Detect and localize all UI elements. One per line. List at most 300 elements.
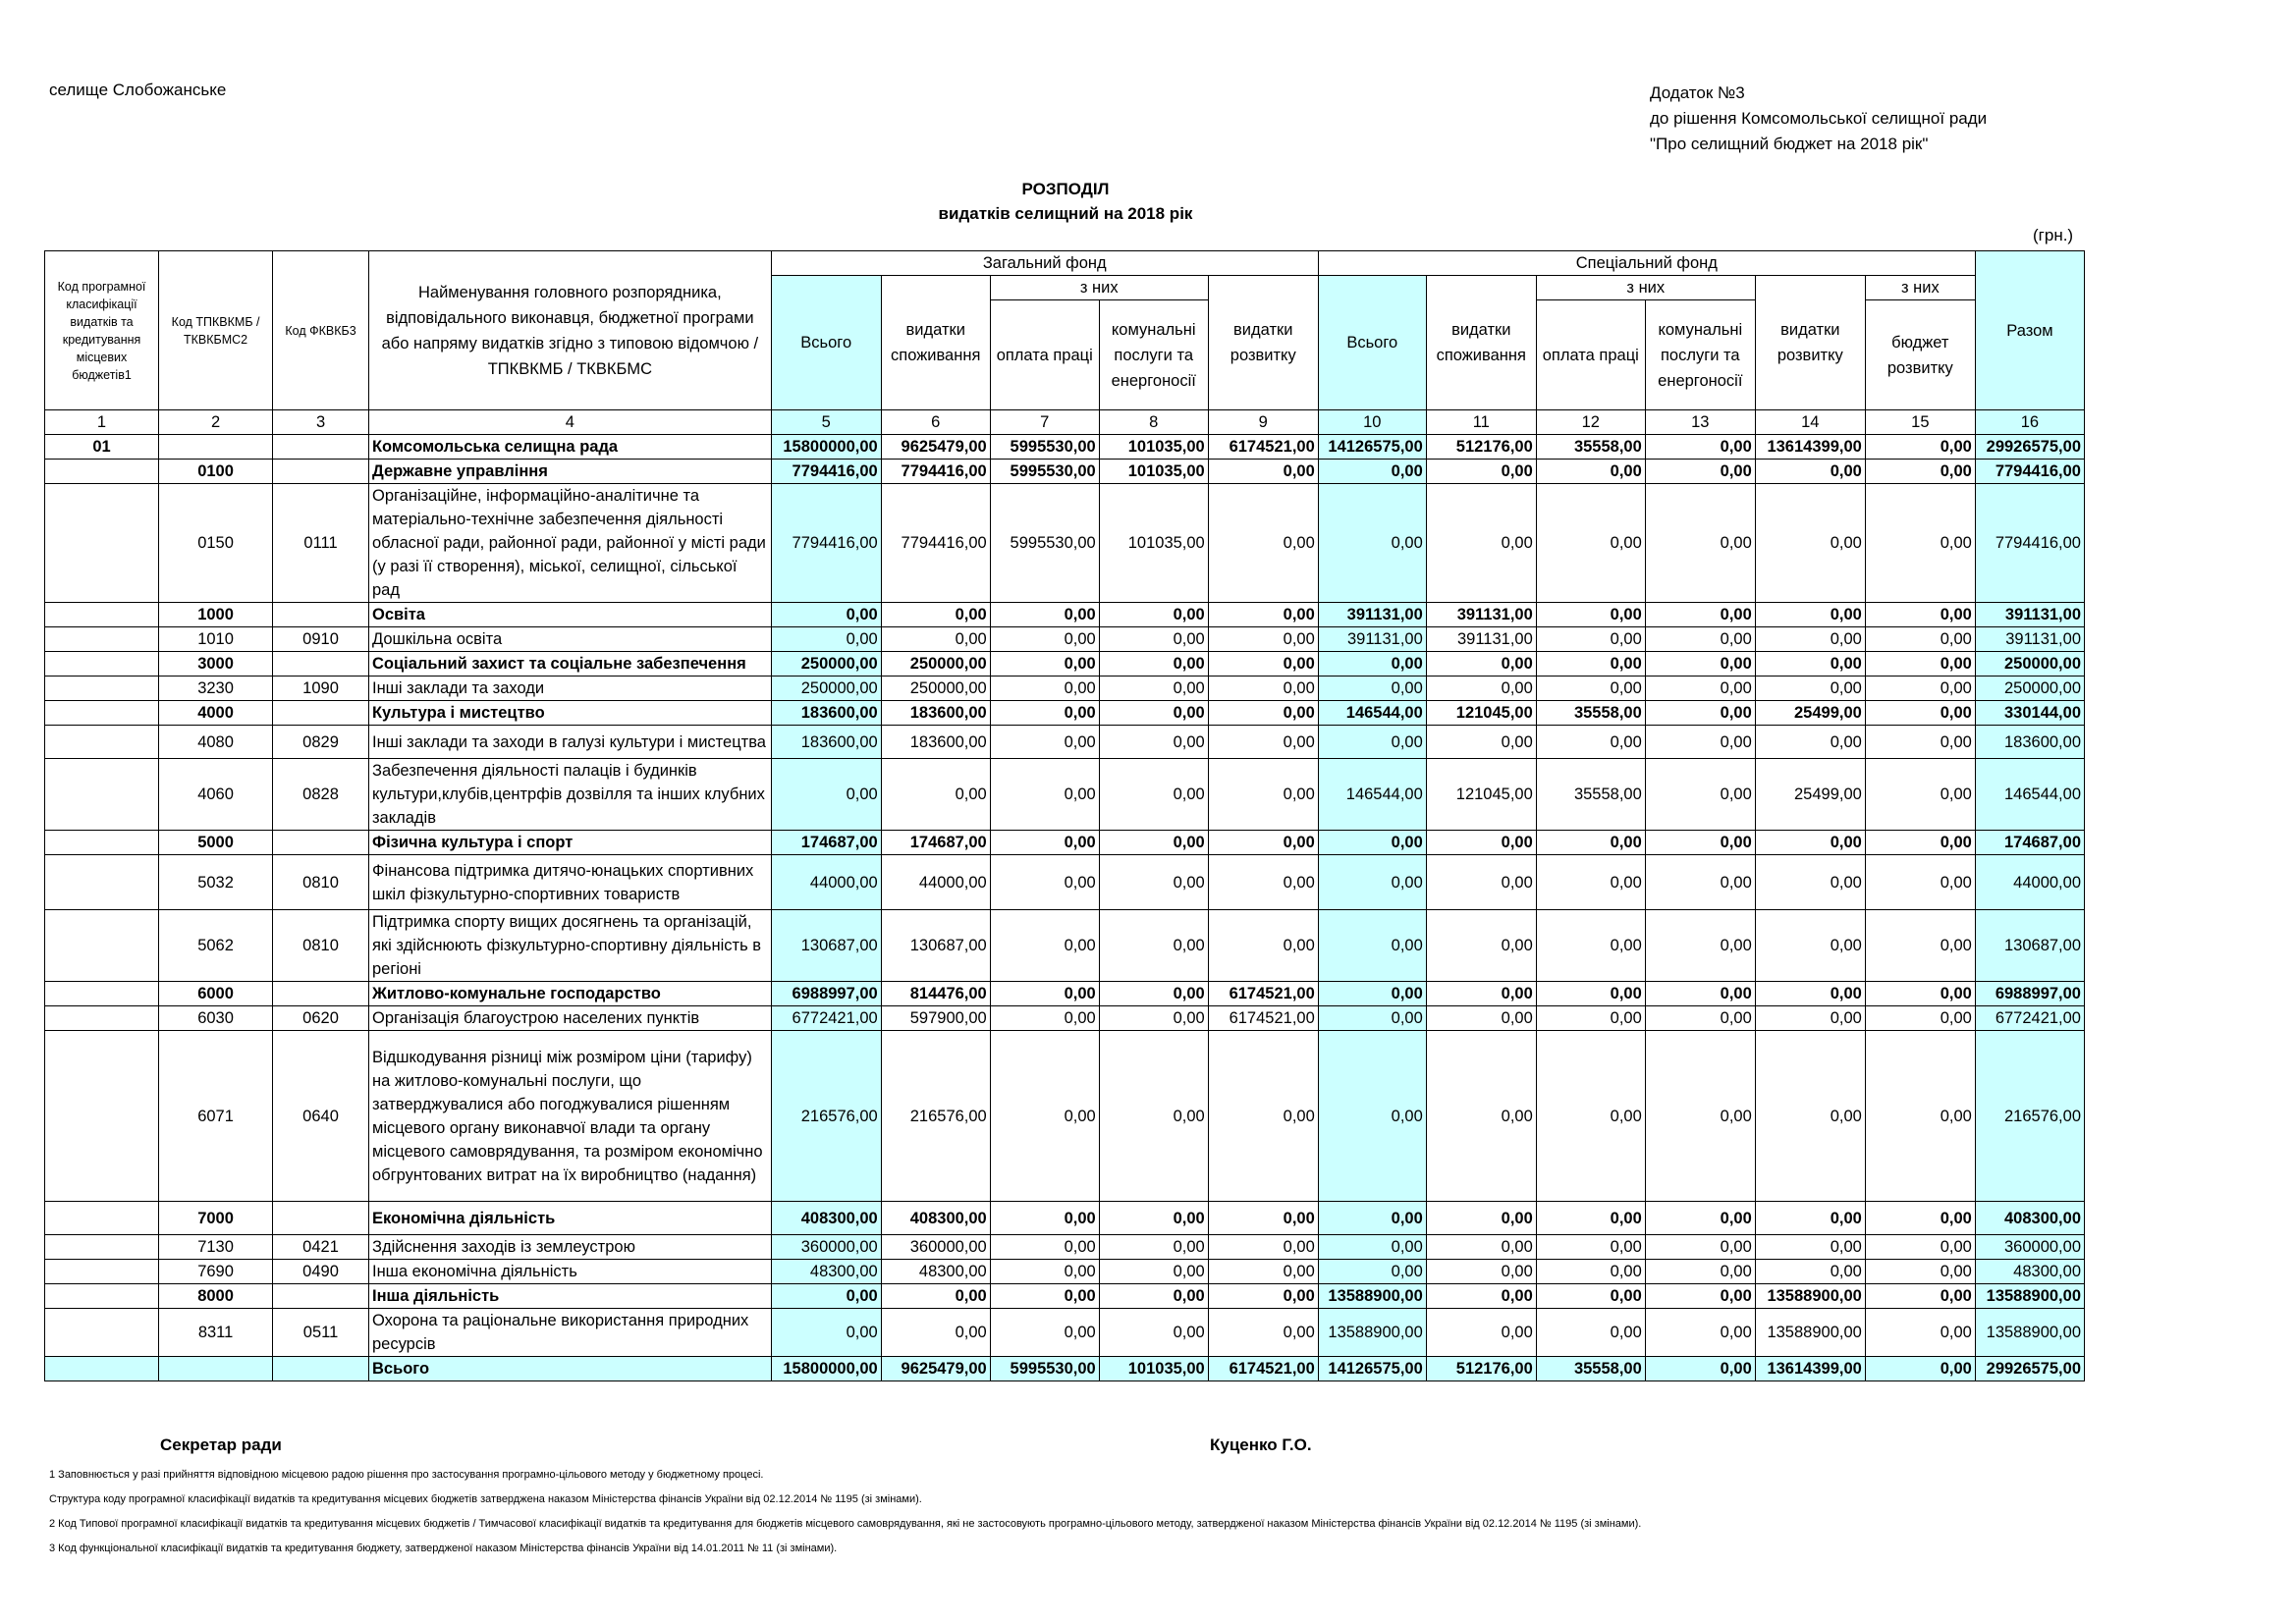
signature-role: Секретар ради <box>160 1435 282 1454</box>
value-cell: 6174521,00 <box>1208 982 1318 1006</box>
value-cell: 0,00 <box>771 759 881 831</box>
fkvkb-code-cell <box>273 1202 369 1235</box>
header-gf-development: видатки розвитку <box>1208 276 1318 410</box>
column-number-cell: 1 <box>45 410 159 435</box>
value-cell: 0,00 <box>1536 627 1645 652</box>
value-cell: 0,00 <box>1099 701 1208 726</box>
name-cell: Охорона та раціональне використання природних ресурсів <box>368 1309 771 1357</box>
value-cell: 0,00 <box>1865 1309 1975 1357</box>
value-cell: 0,00 <box>1426 855 1536 910</box>
value-cell: 25499,00 <box>1755 701 1865 726</box>
value-cell: 0,00 <box>1536 855 1645 910</box>
signature-name: Куценко Г.О. <box>1210 1435 1312 1454</box>
fkvkb-code-cell: 0810 <box>273 855 369 910</box>
header-special-fund: Спеціальний фонд <box>1318 251 1975 276</box>
value-cell: 250000,00 <box>1975 677 2084 701</box>
fkvkb-code-cell <box>273 603 369 627</box>
value-cell: 0,00 <box>1536 982 1645 1006</box>
value-cell: 0,00 <box>1755 1235 1865 1260</box>
value-cell: 0,00 <box>1645 982 1755 1006</box>
value-cell: 0,00 <box>771 1309 881 1357</box>
fkvkb-code-cell <box>273 435 369 460</box>
value-cell: 0,00 <box>1208 460 1318 484</box>
value-cell: 183600,00 <box>881 701 990 726</box>
program-code-cell <box>45 831 159 855</box>
header-sf-wages: оплата праці <box>1536 300 1645 410</box>
fkvkb-code-cell <box>273 831 369 855</box>
value-cell: 7794416,00 <box>881 484 990 603</box>
value-cell: 0,00 <box>1536 831 1645 855</box>
value-cell: 0,00 <box>1645 701 1755 726</box>
value-cell: 13588900,00 <box>1318 1309 1426 1357</box>
value-cell: 0,00 <box>1645 855 1755 910</box>
tpkvkmb-code-cell: 0100 <box>159 460 273 484</box>
tpkvkmb-code-cell <box>159 1357 273 1381</box>
value-cell: 0,00 <box>1099 982 1208 1006</box>
fkvkb-code-cell <box>273 1284 369 1309</box>
value-cell: 7794416,00 <box>1975 484 2084 603</box>
tpkvkmb-code-cell: 5000 <box>159 831 273 855</box>
value-cell: 0,00 <box>1099 1309 1208 1357</box>
program-code-cell <box>45 627 159 652</box>
header-sf-dev-budget: бюджет розвитку <box>1865 300 1975 410</box>
appendix-header <box>1650 81 1987 157</box>
value-cell: 0,00 <box>1536 726 1645 759</box>
value-cell: 512176,00 <box>1426 1357 1536 1381</box>
footnote-1: 1 Заповнюється у разі прийняття відповідною місцевою радою рішення про застосування програмно-цільового методу у бюджетному процесі. <box>49 1469 764 1481</box>
value-cell: 391131,00 <box>1318 603 1426 627</box>
value-cell: 174687,00 <box>1975 831 2084 855</box>
header-fkvkb-code: Код ФКВКБ3 <box>273 251 369 410</box>
tpkvkmb-code-cell: 3230 <box>159 677 273 701</box>
fkvkb-code-cell: 0810 <box>273 910 369 982</box>
value-cell: 0,00 <box>1099 603 1208 627</box>
program-code-cell <box>45 1031 159 1202</box>
value-cell: 0,00 <box>1865 1357 1975 1381</box>
header-sf-consumption: видатки споживання <box>1426 276 1536 410</box>
value-cell: 146544,00 <box>1318 759 1426 831</box>
table-row <box>45 726 2085 759</box>
table-row <box>45 982 2085 1006</box>
value-cell: 0,00 <box>990 1031 1099 1202</box>
value-cell: 121045,00 <box>1426 759 1536 831</box>
value-cell: 0,00 <box>1318 1260 1426 1284</box>
value-cell: 0,00 <box>1318 726 1426 759</box>
value-cell: 0,00 <box>990 726 1099 759</box>
name-cell: Відшкодування різниці між розміром ціни (тарифу) на житлово-комунальні послуги, що затверджувалися або погоджувалися рішенням місцевого органу виконавчої влади та органу місцевого самоврядування, та розміром економічно обгрунтованих витрат на їх виробництво (надання) <box>368 1031 771 1202</box>
value-cell: 0,00 <box>1318 460 1426 484</box>
value-cell: 814476,00 <box>881 982 990 1006</box>
value-cell: 48300,00 <box>881 1260 990 1284</box>
tpkvkmb-code-cell: 6000 <box>159 982 273 1006</box>
header-sf-utilities: комунальні послуги та енергоносії <box>1645 300 1755 410</box>
value-cell: 0,00 <box>1208 1031 1318 1202</box>
value-cell: 0,00 <box>771 627 881 652</box>
tpkvkmb-code-cell: 6071 <box>159 1031 273 1202</box>
value-cell: 0,00 <box>1536 1260 1645 1284</box>
value-cell: 0,00 <box>1426 982 1536 1006</box>
value-cell: 13588900,00 <box>1975 1284 2084 1309</box>
value-cell: 0,00 <box>881 603 990 627</box>
value-cell: 0,00 <box>1645 435 1755 460</box>
value-cell: 391131,00 <box>1975 603 2084 627</box>
tpkvkmb-code-cell: 3000 <box>159 652 273 677</box>
value-cell: 0,00 <box>990 603 1099 627</box>
program-code-cell <box>45 701 159 726</box>
value-cell: 0,00 <box>1755 460 1865 484</box>
header-gf-total: Всього <box>771 276 881 410</box>
value-cell: 0,00 <box>1865 1031 1975 1202</box>
value-cell: 29926575,00 <box>1975 435 2084 460</box>
value-cell: 0,00 <box>1099 627 1208 652</box>
value-cell: 13588900,00 <box>1975 1309 2084 1357</box>
value-cell: 0,00 <box>881 1309 990 1357</box>
value-cell: 391131,00 <box>1426 603 1536 627</box>
value-cell: 0,00 <box>1645 831 1755 855</box>
value-cell: 250000,00 <box>881 677 990 701</box>
name-cell: Комсомольська селищна рада <box>368 435 771 460</box>
value-cell: 6988997,00 <box>771 982 881 1006</box>
value-cell: 0,00 <box>1755 855 1865 910</box>
budget-table <box>44 250 2085 1381</box>
value-cell: 0,00 <box>990 1309 1099 1357</box>
table-row <box>45 435 2085 460</box>
value-cell: 0,00 <box>1318 484 1426 603</box>
value-cell: 0,00 <box>1645 1309 1755 1357</box>
tpkvkmb-code-cell: 4000 <box>159 701 273 726</box>
value-cell: 0,00 <box>1645 1235 1755 1260</box>
value-cell: 0,00 <box>1426 1235 1536 1260</box>
program-code-cell <box>45 855 159 910</box>
column-number-cell: 16 <box>1975 410 2084 435</box>
value-cell: 0,00 <box>1755 1031 1865 1202</box>
name-cell: Організаційне, інформаційно-аналітичне та матеріально-технічне забезпечення діяльності обласної ради, районної ради, районної у місті ради (у разі її створення), міської, селищної, сільської рад <box>368 484 771 603</box>
tpkvkmb-code-cell: 8311 <box>159 1309 273 1357</box>
value-cell: 44000,00 <box>881 855 990 910</box>
value-cell: 0,00 <box>1426 1309 1536 1357</box>
appendix-line-3: "Про селищний бюджет на 2018 рік" <box>1650 135 1929 153</box>
value-cell: 0,00 <box>1645 677 1755 701</box>
program-code-cell <box>45 1260 159 1284</box>
value-cell: 0,00 <box>1755 982 1865 1006</box>
value-cell: 0,00 <box>1865 1202 1975 1235</box>
program-code-cell <box>45 982 159 1006</box>
program-code-cell <box>45 1202 159 1235</box>
value-cell: 35558,00 <box>1536 435 1645 460</box>
value-cell: 0,00 <box>1426 910 1536 982</box>
value-cell: 250000,00 <box>881 652 990 677</box>
fkvkb-code-cell: 1090 <box>273 677 369 701</box>
value-cell: 5995530,00 <box>990 460 1099 484</box>
value-cell: 0,00 <box>990 701 1099 726</box>
value-cell: 0,00 <box>990 652 1099 677</box>
value-cell: 0,00 <box>1865 652 1975 677</box>
value-cell: 0,00 <box>990 831 1099 855</box>
value-cell: 6174521,00 <box>1208 1357 1318 1381</box>
name-cell: Інші заклади та заходи <box>368 677 771 701</box>
value-cell: 13588900,00 <box>1318 1284 1426 1309</box>
value-cell: 101035,00 <box>1099 435 1208 460</box>
column-number-cell: 3 <box>273 410 369 435</box>
footnote-structure: Структура коду програмної класифікації видатків та кредитування місцевих бюджетів затверджена наказом Міністерства фінансів України від 02.12.2014 № 1195 (зі змінами). <box>49 1493 922 1505</box>
value-cell: 7794416,00 <box>881 460 990 484</box>
value-cell: 0,00 <box>1536 1202 1645 1235</box>
value-cell: 0,00 <box>990 982 1099 1006</box>
header-sf-development: видатки розвитку <box>1755 276 1865 410</box>
value-cell: 0,00 <box>1645 1031 1755 1202</box>
column-number-cell: 9 <box>1208 410 1318 435</box>
value-cell: 0,00 <box>1755 1006 1865 1031</box>
appendix-line-1: Додаток №3 <box>1650 83 1745 102</box>
fkvkb-code-cell: 0511 <box>273 1309 369 1357</box>
value-cell: 121045,00 <box>1426 701 1536 726</box>
value-cell: 0,00 <box>1536 1031 1645 1202</box>
value-cell: 0,00 <box>990 1202 1099 1235</box>
value-cell: 146544,00 <box>1318 701 1426 726</box>
name-cell: Організація благоустрою населених пунктів <box>368 1006 771 1031</box>
value-cell: 0,00 <box>1099 1284 1208 1309</box>
header-general-fund: Загальний фонд <box>771 251 1318 276</box>
value-cell: 9625479,00 <box>881 1357 990 1381</box>
column-number-cell: 11 <box>1426 410 1536 435</box>
program-code-cell <box>45 1357 159 1381</box>
table-row <box>45 855 2085 910</box>
value-cell: 0,00 <box>1645 1202 1755 1235</box>
value-cell: 0,00 <box>1426 726 1536 759</box>
column-number-cell: 14 <box>1755 410 1865 435</box>
value-cell: 0,00 <box>1208 855 1318 910</box>
header-tpkvkmb-code: Код ТПКВКМБ / ТКВКБМС2 <box>159 251 273 410</box>
value-cell: 5995530,00 <box>990 484 1099 603</box>
tpkvkmb-code-cell <box>159 435 273 460</box>
value-cell: 35558,00 <box>1536 759 1645 831</box>
value-cell: 360000,00 <box>881 1235 990 1260</box>
value-cell: 0,00 <box>1865 910 1975 982</box>
column-number-cell: 6 <box>881 410 990 435</box>
value-cell: 0,00 <box>1426 1260 1536 1284</box>
value-cell: 0,00 <box>1099 910 1208 982</box>
table-row <box>45 910 2085 982</box>
column-numbers-row <box>45 410 2085 435</box>
fkvkb-code-cell: 0828 <box>273 759 369 831</box>
fkvkb-code-cell: 0620 <box>273 1006 369 1031</box>
name-cell: Фізична культура і спорт <box>368 831 771 855</box>
value-cell: 250000,00 <box>1975 652 2084 677</box>
fkvkb-code-cell <box>273 982 369 1006</box>
value-cell: 0,00 <box>1318 910 1426 982</box>
value-cell: 0,00 <box>1426 677 1536 701</box>
value-cell: 35558,00 <box>1536 701 1645 726</box>
name-cell: Житлово-комунальне господарство <box>368 982 771 1006</box>
value-cell: 0,00 <box>1645 460 1755 484</box>
value-cell: 250000,00 <box>771 652 881 677</box>
value-cell: 0,00 <box>1645 1006 1755 1031</box>
value-cell: 0,00 <box>1099 652 1208 677</box>
program-code-cell <box>45 484 159 603</box>
value-cell: 0,00 <box>1755 726 1865 759</box>
fkvkb-code-cell <box>273 701 369 726</box>
value-cell: 0,00 <box>1755 484 1865 603</box>
tpkvkmb-code-cell: 8000 <box>159 1284 273 1309</box>
value-cell: 5995530,00 <box>990 435 1099 460</box>
tpkvkmb-code-cell: 7000 <box>159 1202 273 1235</box>
value-cell: 0,00 <box>1645 910 1755 982</box>
value-cell: 0,00 <box>1208 1202 1318 1235</box>
program-code-cell <box>45 460 159 484</box>
value-cell: 0,00 <box>771 603 881 627</box>
value-cell: 216576,00 <box>771 1031 881 1202</box>
value-cell: 0,00 <box>1755 627 1865 652</box>
value-cell: 0,00 <box>1865 982 1975 1006</box>
value-cell: 330144,00 <box>1975 701 2084 726</box>
value-cell: 0,00 <box>1645 652 1755 677</box>
tpkvkmb-code-cell: 4080 <box>159 726 273 759</box>
name-cell: Здійснення заходів із землеустрою <box>368 1235 771 1260</box>
value-cell: 0,00 <box>1318 1202 1426 1235</box>
header-sf-of-which-2: з них <box>1865 276 1975 300</box>
header-sf-total: Всього <box>1318 276 1426 410</box>
value-cell: 0,00 <box>1865 1235 1975 1260</box>
table-row <box>45 1202 2085 1235</box>
value-cell: 13614399,00 <box>1755 435 1865 460</box>
value-cell: 0,00 <box>1318 1235 1426 1260</box>
table-row <box>45 1309 2085 1357</box>
value-cell: 0,00 <box>1426 460 1536 484</box>
value-cell: 0,00 <box>1865 726 1975 759</box>
value-cell: 391131,00 <box>1975 627 2084 652</box>
program-code-cell: 01 <box>45 435 159 460</box>
name-cell: Дошкільна освіта <box>368 627 771 652</box>
table-row <box>45 1284 2085 1309</box>
column-number-cell: 4 <box>368 410 771 435</box>
value-cell: 14126575,00 <box>1318 435 1426 460</box>
table-row <box>45 1260 2085 1284</box>
table-row <box>45 627 2085 652</box>
value-cell: 0,00 <box>1645 603 1755 627</box>
table-row <box>45 652 2085 677</box>
program-code-cell <box>45 603 159 627</box>
value-cell: 0,00 <box>1426 831 1536 855</box>
table-row <box>45 1235 2085 1260</box>
value-cell: 9625479,00 <box>881 435 990 460</box>
value-cell: 0,00 <box>1208 910 1318 982</box>
value-cell: 0,00 <box>1865 677 1975 701</box>
value-cell: 0,00 <box>1099 677 1208 701</box>
value-cell: 0,00 <box>1099 1260 1208 1284</box>
value-cell: 0,00 <box>1426 1031 1536 1202</box>
table-row <box>45 677 2085 701</box>
name-cell: Інша діяльність <box>368 1284 771 1309</box>
value-cell: 0,00 <box>1426 1284 1536 1309</box>
value-cell: 0,00 <box>1426 484 1536 603</box>
value-cell: 597900,00 <box>881 1006 990 1031</box>
value-cell: 174687,00 <box>771 831 881 855</box>
value-cell: 0,00 <box>990 1006 1099 1031</box>
value-cell: 0,00 <box>1099 831 1208 855</box>
fkvkb-code-cell <box>273 652 369 677</box>
header-gf-of-which: з них <box>990 276 1208 300</box>
value-cell: 13614399,00 <box>1755 1357 1865 1381</box>
value-cell: 0,00 <box>1099 726 1208 759</box>
value-cell: 48300,00 <box>771 1260 881 1284</box>
value-cell: 101035,00 <box>1099 1357 1208 1381</box>
value-cell: 0,00 <box>990 677 1099 701</box>
value-cell: 0,00 <box>1645 1284 1755 1309</box>
table-row <box>45 701 2085 726</box>
header-grand-total: Разом <box>1975 251 2084 410</box>
value-cell: 0,00 <box>1318 1006 1426 1031</box>
tpkvkmb-code-cell: 0150 <box>159 484 273 603</box>
header-gf-utilities: комунальні послуги та енергоносії <box>1099 300 1208 410</box>
value-cell: 0,00 <box>1865 435 1975 460</box>
value-cell: 0,00 <box>1099 1235 1208 1260</box>
value-cell: 0,00 <box>1755 1202 1865 1235</box>
value-cell: 7794416,00 <box>1975 460 2084 484</box>
value-cell: 0,00 <box>1645 1357 1755 1381</box>
header-program-code: Код програмної класифікації видатків та кредитування місцевих бюджетів1 <box>45 251 159 410</box>
tpkvkmb-code-cell: 7690 <box>159 1260 273 1284</box>
column-number-cell: 12 <box>1536 410 1645 435</box>
value-cell: 0,00 <box>1536 1006 1645 1031</box>
value-cell: 0,00 <box>1318 855 1426 910</box>
value-cell: 0,00 <box>1208 1309 1318 1357</box>
value-cell: 0,00 <box>881 1284 990 1309</box>
tpkvkmb-code-cell: 6030 <box>159 1006 273 1031</box>
value-cell: 360000,00 <box>771 1235 881 1260</box>
column-number-cell: 7 <box>990 410 1099 435</box>
column-number-cell: 2 <box>159 410 273 435</box>
value-cell: 0,00 <box>1645 1260 1755 1284</box>
value-cell: 6174521,00 <box>1208 435 1318 460</box>
value-cell: 0,00 <box>990 1235 1099 1260</box>
value-cell: 0,00 <box>1208 1235 1318 1260</box>
header-name: Найменування головного розпорядника, відповідального виконавця, бюджетної програми або напряму видатків згідно з типовою відомчою / ТПКВКМБ / ТКВКБМС <box>368 251 771 410</box>
value-cell: 0,00 <box>1099 759 1208 831</box>
value-cell: 0,00 <box>1755 603 1865 627</box>
name-cell: Державне управління <box>368 460 771 484</box>
program-code-cell <box>45 1235 159 1260</box>
value-cell: 0,00 <box>1099 1006 1208 1031</box>
value-cell: 0,00 <box>1208 484 1318 603</box>
value-cell: 0,00 <box>1645 627 1755 652</box>
value-cell: 0,00 <box>1208 1260 1318 1284</box>
program-code-cell <box>45 677 159 701</box>
value-cell: 512176,00 <box>1426 435 1536 460</box>
value-cell: 250000,00 <box>771 677 881 701</box>
value-cell: 0,00 <box>1536 677 1645 701</box>
value-cell: 0,00 <box>1865 460 1975 484</box>
name-cell: Інші заклади та заходи в галузі культури і мистецтва <box>368 726 771 759</box>
program-code-cell <box>45 652 159 677</box>
value-cell: 408300,00 <box>771 1202 881 1235</box>
value-cell: 6988997,00 <box>1975 982 2084 1006</box>
value-cell: 0,00 <box>1755 677 1865 701</box>
value-cell: 0,00 <box>1865 701 1975 726</box>
tpkvkmb-code-cell: 1010 <box>159 627 273 652</box>
name-cell: Забезпечення діяльності палаців і будинків культури,клубів,центрфів дозвілля та інших клубних закладів <box>368 759 771 831</box>
document-title: РОЗПОДІЛ <box>1021 180 1110 198</box>
value-cell: 0,00 <box>1208 831 1318 855</box>
program-code-cell <box>45 1309 159 1357</box>
value-cell: 15800000,00 <box>771 1357 881 1381</box>
value-cell: 0,00 <box>1536 484 1645 603</box>
value-cell: 183600,00 <box>771 701 881 726</box>
value-cell: 0,00 <box>881 759 990 831</box>
value-cell: 0,00 <box>1645 759 1755 831</box>
fkvkb-code-cell: 0490 <box>273 1260 369 1284</box>
tpkvkmb-code-cell: 1000 <box>159 603 273 627</box>
table-row <box>45 1031 2085 1202</box>
